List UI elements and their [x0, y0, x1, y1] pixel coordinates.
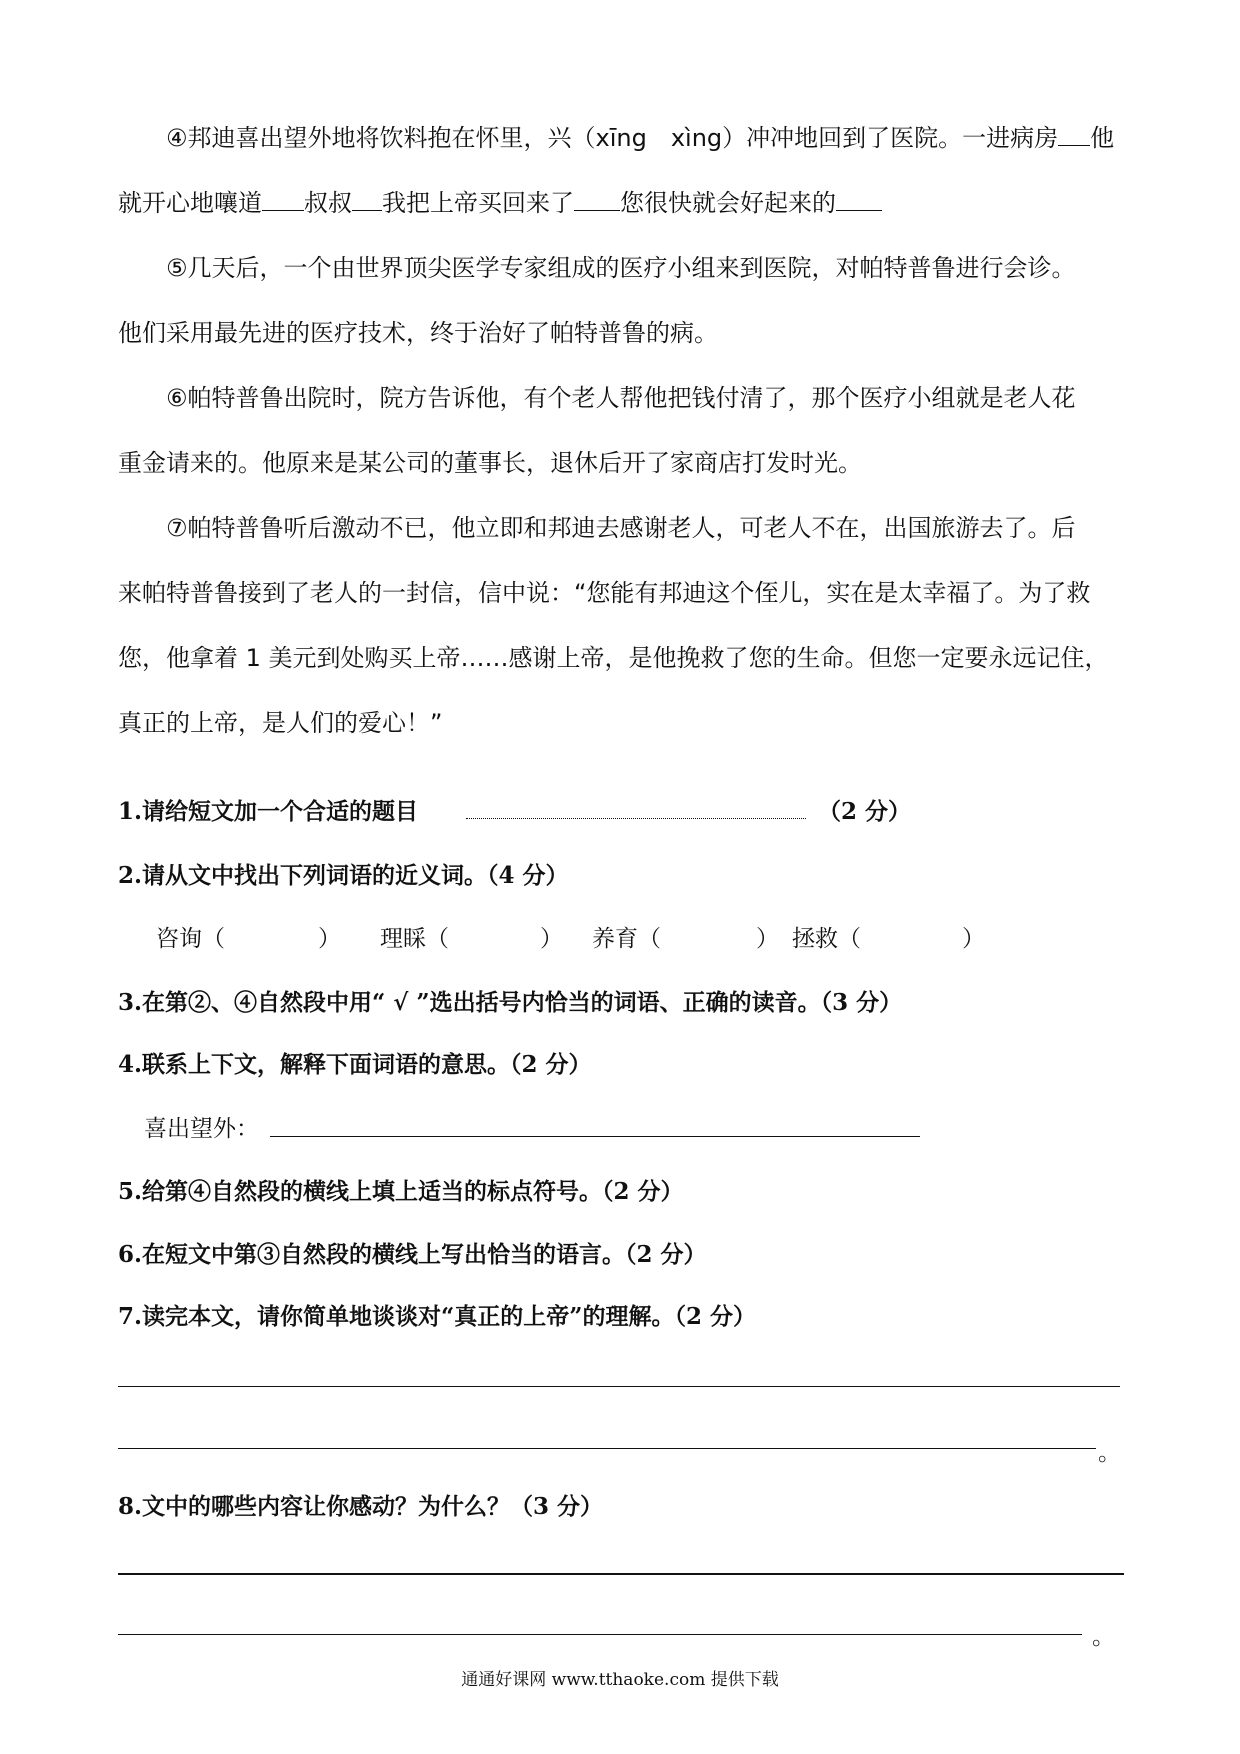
paragraph-5-line-1: ⑤几天后，一个由世界顶尖医学专家组成的医疗小组来到医院，对帕特普鲁进行会诊。 [166, 254, 1076, 282]
question-1-score: （2 分） [818, 798, 912, 825]
paragraph-4-text: 叔叔 [304, 189, 352, 217]
period-mark: 。 [1092, 1624, 1115, 1650]
synonym-word: 养育（ [592, 926, 661, 952]
paragraph-6 [118, 366, 1130, 496]
period-mark: 。 [1098, 1440, 1121, 1466]
question-8: 8.文中的哪些内容让你感动？为什么？（3 分） [118, 1493, 604, 1520]
synonym-item [592, 920, 661, 953]
synonym-word: 咨询（ [156, 926, 225, 952]
answer-line[interactable] [118, 1573, 1124, 1575]
synonym-item [380, 920, 449, 953]
paragraph-4-text: 我把上帝买回来了 [382, 189, 574, 217]
question-1: 1.请给短文加一个合适的题目 [118, 798, 419, 825]
synonym-close: ） [962, 926, 985, 952]
answer-line[interactable] [118, 1386, 1120, 1387]
answer-line[interactable] [118, 1634, 1082, 1635]
paragraph-4-text: 他 [1090, 124, 1115, 152]
paragraph-4-line-1: ④邦迪喜出望外地将饮料抱在怀里，兴（xīng xìng）冲冲地回到了医院。一进病房 [166, 124, 1059, 152]
question-3: 3.在第②、④自然段中用“ √ ”选出括号内恰当的词语、正确的读音。（3 分） [118, 989, 903, 1016]
idiom-answer-line[interactable] [270, 1136, 920, 1137]
paragraph-4 [118, 106, 1130, 236]
footer-source: 通通好课网 www.tthaoke.com 提供下载 [461, 1670, 779, 1690]
punctuation-blank[interactable] [836, 190, 882, 211]
punctuation-blank[interactable] [1058, 125, 1090, 146]
title-answer-line[interactable] [466, 818, 806, 819]
synonym-close: ） [318, 926, 341, 952]
synonym-word: 理睬（ [380, 926, 449, 952]
paragraph-4-line-2: 就开心地嚷道 [118, 189, 262, 217]
paragraph-7-line-4: 真正的上帝，是人们的爱心！” [118, 709, 443, 737]
paragraph-7-line-1: ⑦帕特普鲁听后激动不已，他立即和邦迪去感谢老人，可老人不在，出国旅游去了。后 [166, 514, 1076, 542]
paragraph-6-line-1: ⑥帕特普鲁出院时，院方告诉他，有个老人帮他把钱付清了，那个医疗小组就是老人花 [166, 384, 1076, 412]
paragraph-7 [118, 496, 1130, 756]
punctuation-blank[interactable] [262, 190, 304, 211]
question-6: 6.在短文中第③自然段的横线上写出恰当的语言。（2 分） [118, 1241, 707, 1268]
synonym-close: ） [540, 926, 563, 952]
question-4: 4.联系上下文，解释下面词语的意思。（2 分） [118, 1051, 592, 1078]
idiom-label: 喜出望外： [144, 1116, 259, 1142]
question-7: 7.读完本文，请你简单地谈谈对“真正的上帝”的理解。（2 分） [118, 1303, 756, 1330]
paragraph-5-line-2: 他们采用最先进的医疗技术，终于治好了帕特普鲁的病。 [118, 319, 718, 347]
punctuation-blank[interactable] [574, 190, 620, 211]
paragraph-6-line-2: 重金请来的。他原来是某公司的董事长，退休后开了家商店打发时光。 [118, 449, 862, 477]
answer-line[interactable] [118, 1448, 1096, 1449]
synonym-item [156, 920, 225, 953]
paragraph-5 [118, 236, 1130, 366]
synonym-close: ） [756, 926, 779, 952]
paragraph-7-line-2: 来帕特普鲁接到了老人的一封信，信中说：“您能有邦迪这个侄儿，实在是太幸福了。为了救 [118, 579, 1091, 607]
question-5: 5.给第④自然段的横线上填上适当的标点符号。（2 分） [118, 1178, 684, 1205]
paragraph-7-line-3: 您，他拿着 1 美元到处购买上帝……感谢上帝，是他挽救了您的生命。但您一定要永远记住， [118, 644, 1109, 672]
synonym-word: 拯救（ [792, 926, 861, 952]
punctuation-blank[interactable] [352, 190, 382, 211]
question-2: 2.请从文中找出下列词语的近义词。（4 分） [118, 862, 569, 889]
paragraph-4-text: 您很快就会好起来的 [620, 189, 836, 217]
synonym-item [792, 920, 861, 953]
